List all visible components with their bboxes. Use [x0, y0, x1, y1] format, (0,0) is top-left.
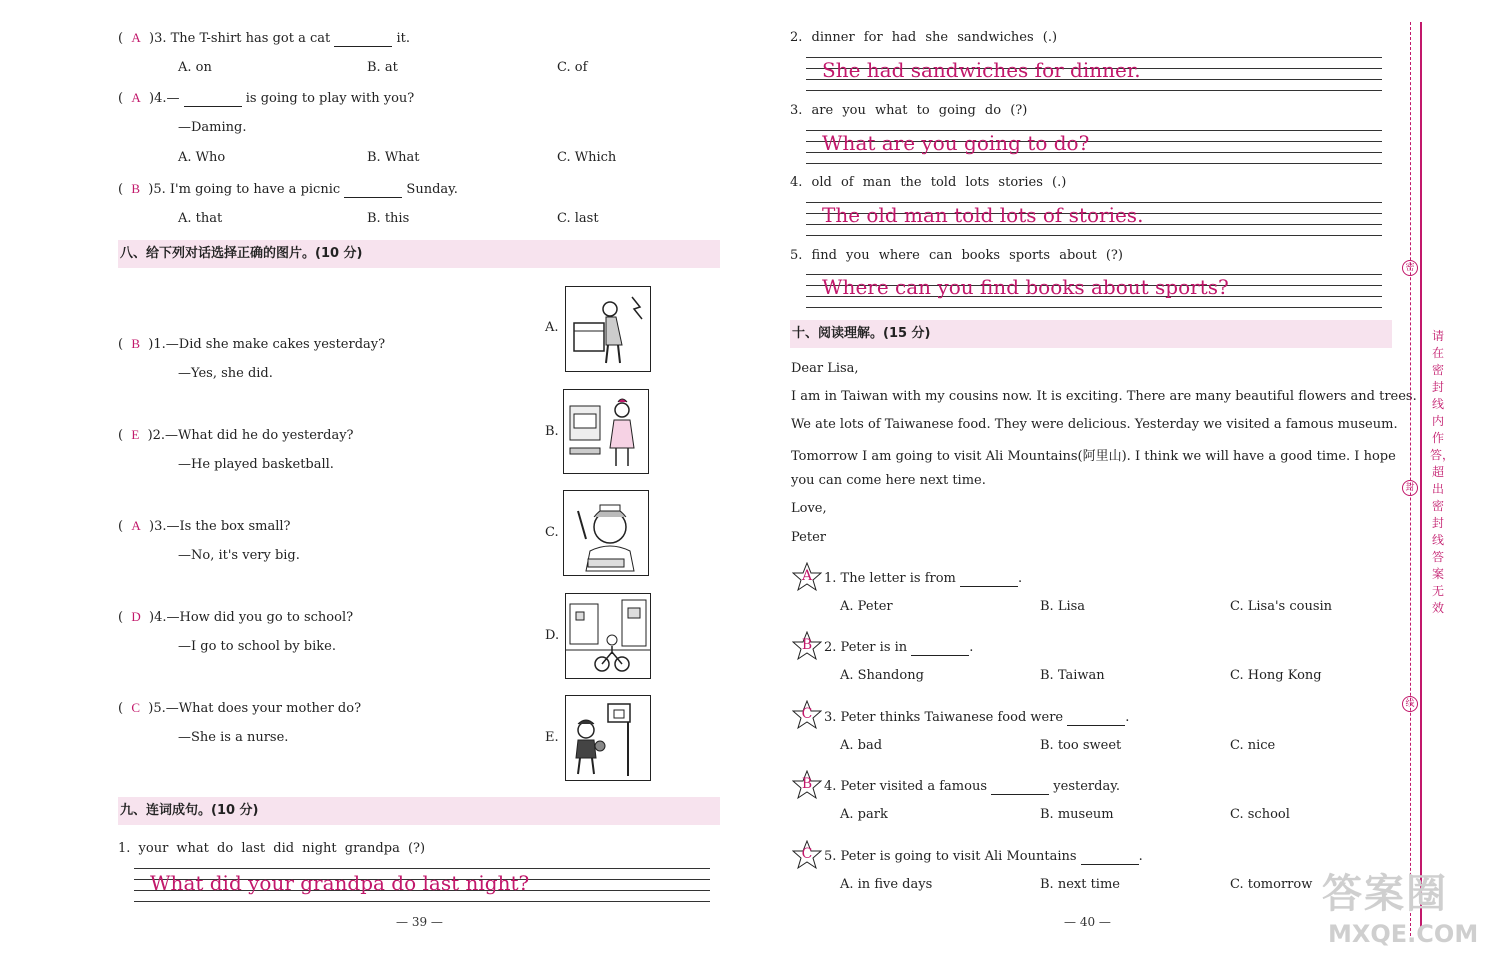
dialog-reply: —No, it's very big.: [178, 548, 300, 563]
dialog-4: ( D )4.—How did you go to school?: [118, 609, 354, 625]
reading-q4: [824, 779, 1120, 795]
blank: [960, 571, 1018, 587]
stem: —: [166, 91, 180, 106]
question-number: )1.: [148, 337, 166, 352]
dialog-2: ( E )2.—What did he do yesterday?: [118, 427, 354, 443]
letter-line-1: I am in Taiwan with my cousins now. It is exciting. There are many beautiful flowers and trees.: [791, 389, 1417, 404]
question-number: )2.: [147, 428, 166, 443]
baking-illustration: [564, 390, 648, 473]
question-number: )5.: [148, 701, 166, 716]
blank: [1067, 710, 1125, 726]
reading-q5: [824, 849, 1143, 865]
nurse-illustration: [564, 491, 648, 575]
dialog-3: ( A )3.—Is the box small?: [118, 518, 291, 534]
mover-illustration: [566, 287, 650, 371]
binding-notice: 请在密封线内作答，超出密封线答案无效: [1430, 329, 1455, 615]
writing-lines-3: [806, 130, 1382, 164]
section-9-title: 九、连词成句。(10 分): [118, 797, 720, 825]
option-a: A. Who: [178, 150, 226, 165]
answer: B: [801, 776, 813, 792]
option-a: A. that: [178, 211, 223, 226]
scrambled-words-4: 4. old of man the told lots stories (.): [790, 175, 1067, 190]
writing-lines-1: [134, 868, 710, 902]
blank: [911, 640, 969, 656]
option-b: B. too sweet: [1040, 738, 1122, 753]
option-c: C. Hong Kong: [1230, 668, 1322, 683]
letter-closing: Love,: [791, 501, 827, 516]
answer: A: [801, 568, 813, 584]
answer: A: [131, 518, 141, 533]
stem-end: it.: [396, 31, 411, 46]
stem-end: .: [1018, 571, 1023, 586]
option-a: A. park: [840, 807, 888, 822]
writing-lines-2: [806, 57, 1382, 91]
option-a: A. bad: [840, 738, 883, 753]
option-c: C. Which: [557, 150, 617, 165]
scrambled-words-1: 1. your what do last did night grandpa (?): [118, 841, 426, 856]
seal-mark: 线: [1402, 696, 1418, 712]
page-number: — 40 —: [1064, 915, 1111, 929]
answer: A: [131, 90, 141, 105]
option-c: C. Lisa's cousin: [1230, 599, 1333, 614]
stem: The T-shirt has got a cat: [170, 31, 331, 46]
sentence-answer: The old man told lots of stories.: [822, 203, 1144, 227]
answer-star: [792, 770, 822, 800]
blank: [184, 91, 242, 107]
stem-end: .: [969, 640, 974, 655]
picture-label-d: D.: [545, 628, 560, 643]
letter-line-4: you can come here next time.: [791, 473, 986, 488]
writing-lines-4: [806, 202, 1382, 236]
dialog-line: —Did she make cakes yesterday?: [165, 337, 386, 352]
option-c: C. nice: [1230, 738, 1276, 753]
section-10-title: 十、阅读理解。(15 分): [790, 320, 1392, 348]
picture-label-e: E.: [545, 730, 559, 745]
answer: C: [801, 846, 813, 862]
dialog-reply: —I go to school by bike.: [178, 639, 336, 654]
dialog-line: —Is the box small?: [166, 519, 291, 534]
watermark-url: MXQE.COM: [1328, 920, 1479, 948]
watermark-logo: 答案圈: [1322, 871, 1448, 917]
answer: C: [801, 706, 813, 722]
sentence-answer: What did your grandpa do last night?: [150, 871, 530, 895]
option-b: B. Lisa: [1040, 599, 1086, 614]
option-b: B. at: [367, 60, 398, 75]
question-number: )4.: [149, 610, 167, 625]
sentence-answer: Where can you find books about sports?: [822, 275, 1229, 299]
option-b: B. next time: [1040, 877, 1120, 892]
blank: [344, 182, 402, 198]
dialog-reply: —She is a nurse.: [178, 730, 289, 745]
question-number: )5.: [148, 182, 166, 197]
picture-b-baking: [563, 389, 649, 474]
picture-label-b: B.: [545, 424, 559, 439]
dialog-line: —What did he do yesterday?: [165, 428, 354, 443]
answer: B: [131, 181, 141, 196]
option-a: A. on: [178, 60, 212, 75]
bike-illustration: [566, 594, 650, 678]
blank: [1081, 849, 1139, 865]
stem: I'm going to have a picnic: [169, 182, 341, 197]
sentence-answer: She had sandwiches for dinner.: [822, 58, 1141, 82]
letter-line-3: Tomorrow I am going to visit Ali Mountains(阿里山). I think we will have a good time. I hope: [791, 449, 1396, 464]
stem-end: yesterday.: [1053, 779, 1120, 794]
option-b: B. What: [367, 150, 420, 165]
scrambled-words-5: 5. find you where can books sports about (?): [790, 248, 1123, 263]
picture-label-c: C.: [545, 525, 559, 540]
answer: C: [131, 700, 141, 715]
seal-mark: 密: [1402, 260, 1418, 276]
picture-e-basketball: [565, 695, 651, 781]
option-b: B. this: [367, 211, 410, 226]
answer: B: [131, 336, 141, 351]
stem-end: is going to play with you?: [245, 91, 415, 106]
stem: 2. Peter is in: [824, 640, 908, 655]
reply: —Daming.: [178, 120, 247, 135]
answer-star: [792, 562, 822, 592]
dialog-line: —How did you go to school?: [166, 610, 354, 625]
option-c: C. school: [1230, 807, 1290, 822]
scrambled-words-2: 2. dinner for had she sandwiches (.): [790, 30, 1058, 45]
answer-star: [792, 700, 822, 730]
dialog-5: ( C )5.—What does your mother do?: [118, 700, 362, 716]
dialog-reply: —He played basketball.: [178, 457, 334, 472]
question-number: )4.: [149, 91, 167, 106]
picture-a-moving-box: [565, 286, 651, 372]
reading-q2: [824, 640, 973, 656]
question-number: )3.: [149, 519, 167, 534]
stem: 5. Peter is going to visit Ali Mountains: [824, 849, 1077, 864]
seal-mark: 封: [1402, 480, 1418, 496]
picture-d-bike: [565, 593, 651, 679]
stem-end: Sunday.: [406, 182, 458, 197]
option-a: A. in five days: [840, 877, 933, 892]
reading-q3: [824, 710, 1129, 726]
writing-lines-5: [806, 274, 1382, 308]
letter-signature: Peter: [791, 530, 826, 545]
sentence-answer: What are you going to do?: [822, 131, 1090, 155]
letter-line-2: We ate lots of Taiwanese food. They were delicious. Yesterday we visited a famous museum.: [791, 417, 1398, 432]
answer: D: [131, 609, 141, 624]
option-b: B. museum: [1040, 807, 1114, 822]
stem: 1. The letter is from: [824, 571, 956, 586]
section-8-title: 八、给下列对话选择正确的图片。(10 分): [118, 240, 720, 268]
mcq-4: ( A )4.— is going to play with you?: [118, 90, 415, 106]
option-c: C. of: [557, 60, 588, 75]
option-c: C. tomorrow: [1230, 877, 1313, 892]
mcq-3: ( A )3. The T-shirt has got a cat it.: [118, 30, 411, 46]
blank: [991, 779, 1049, 795]
dialog-1: ( B )1.—Did she make cakes yesterday?: [118, 336, 386, 352]
stem: 4. Peter visited a famous: [824, 779, 988, 794]
blank: [334, 31, 392, 47]
seal-border: [1420, 22, 1422, 936]
seal-line: [1410, 22, 1411, 936]
basketball-illustration: [566, 696, 650, 780]
letter-greeting: Dear Lisa,: [791, 361, 859, 376]
option-a: A. Shandong: [840, 668, 924, 683]
answer: B: [801, 637, 813, 653]
question-number: )3.: [149, 31, 167, 46]
answer: E: [131, 427, 140, 442]
dialog-reply: —Yes, she did.: [178, 366, 273, 381]
answer-star: [792, 840, 822, 870]
option-a: A. Peter: [840, 599, 893, 614]
stem: 3. Peter thinks Taiwanese food were: [824, 710, 1064, 725]
picture-c-nurse: [563, 490, 649, 576]
scrambled-words-3: 3. are you what to going do (?): [790, 103, 1028, 118]
dialog-line: —What does your mother do?: [165, 701, 362, 716]
mcq-5: ( B )5. I'm going to have a picnic Sunday.: [118, 181, 458, 197]
option-b: B. Taiwan: [1040, 668, 1105, 683]
reading-q1: [824, 571, 1022, 587]
option-c: C. last: [557, 211, 599, 226]
picture-label-a: A.: [545, 320, 559, 335]
page-number: — 39 —: [396, 915, 443, 929]
answer: A: [131, 30, 141, 45]
stem-end: .: [1125, 710, 1130, 725]
answer-star: [792, 631, 822, 661]
stem-end: .: [1138, 849, 1143, 864]
